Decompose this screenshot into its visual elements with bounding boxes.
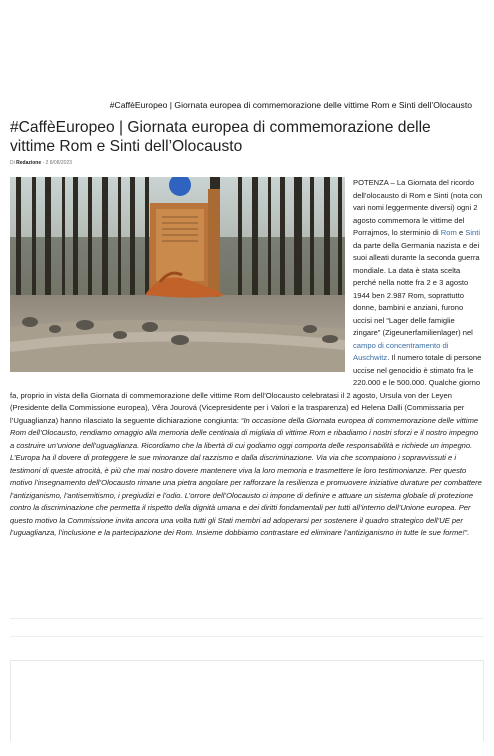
byline-separator: -	[41, 160, 46, 166]
author-link[interactable]: Redazione	[16, 160, 42, 166]
divider	[10, 618, 484, 619]
byline	[10, 160, 72, 166]
breadcrumb: #CaffèEuropeo | Giornata europea di commemorazione delle vittime Rom e Sinti dell’Olocausto	[109, 100, 472, 110]
byline-prefix: Di	[10, 160, 15, 166]
paragraph-history: da parte della Germania nazista e dei suoi alleati durante la seconda guerra mondiale. La data è stata scelta perché nella notte fra 2 e 3 agosto 1944 ben 2.987 Rom, soprattutto donne, bambini e anziani, furono uccisi nel “Lager delle famiglie zingare” (Zigeunerfamilienlager) nel	[353, 240, 480, 337]
link-auschwitz[interactable]: campo di concentramento di Auschwitz	[353, 340, 449, 362]
article-title: #CaffèEuropeo | Giornata europea di commemorazione delle vittime Rom e Sinti dell’Olocausto	[10, 119, 431, 155]
comment-section	[10, 660, 484, 741]
divider	[10, 636, 484, 637]
publish-date: 2 8/08/2023	[45, 160, 73, 166]
paragraph-statement: . Il numero totale di persone uccise nel genocidio è stimato fra le 220.000 e le 500.000. Qualche giorno fa, proprio in vista della Giornata di commemorazione delle vittime Rom dell’Olocausto celebratasi il 2 agosto, Ursula von der Leyen (Presidente della Commissione europea), Věra Jourová (Vicepresidente per i Valori e la trasparenza) ed Helena Dalli (Commissaria per l’Uguaglianza) hanno rilasciato la seguente dichiarazione congiunta:	[10, 353, 482, 425]
joint-declaration-quote: “In occasione della Giornata europea di commemorazione delle vittime Rom dell’Olocausto, rendiamo omaggio alla memoria delle centinaia di migliaia di vittime Rom e ribadiamo i nostri sforzi e il nostro impegno a costruire un’unione dell’uguaglianza. Ricordiamo che la libertà di cui godiamo oggi comporta delle responsabilità e richiede un impegno. L’Europa ha il dovere di proteggere le sue minoranze dal razzismo e dalla discriminazione. Via via che scompaiono i sopravvissuti e i testimoni di queste atrocità, è più che mai nostro dovere mantenere viva la loro memoria e trasmettere le loro testimonianze. Per questo motivo l’insegnamento dell’Olocausto rimane una pietra angolare per rafforzare la resilienza e promuovere iniziative durature per combattere l’antiziganismo, l’antisemitismo, i pregiudizi e l’odio. L’orrore dell’Olocausto ci impone di definire e attuare un sistema globale di protezione contro la discriminazione che permetta il rispetto della dignità umana e dei diritti fondamentali per tutti all’interno dell’Unione europea. Per questo motivo la Commissione invita ancora una volta tutti gli Stati membri ad adoperarsi per sostenere il quadro strategico dell’UE per l’uguaglianza, l’inclusione e la partecipazione dei Rom. Insieme dobbiamo contrastare ed eliminare l’antiziganismo in tutte le sue forme!”.	[10, 415, 482, 537]
paragraph-and: e	[456, 228, 466, 237]
link-sinti[interactable]: Sinti	[465, 228, 481, 237]
photo-float-spacer	[10, 177, 345, 374]
paragraph-intro: POTENZA – La Giornata del ricordo dell’olocausto di Rom e Sinti (nota con vari nomi leggermente diversi) ogni 2 agosto commemora le vittime del Porrajmos, lo sterminio di	[353, 178, 483, 237]
link-rom[interactable]: Rom	[440, 228, 457, 237]
article-body	[10, 177, 484, 540]
